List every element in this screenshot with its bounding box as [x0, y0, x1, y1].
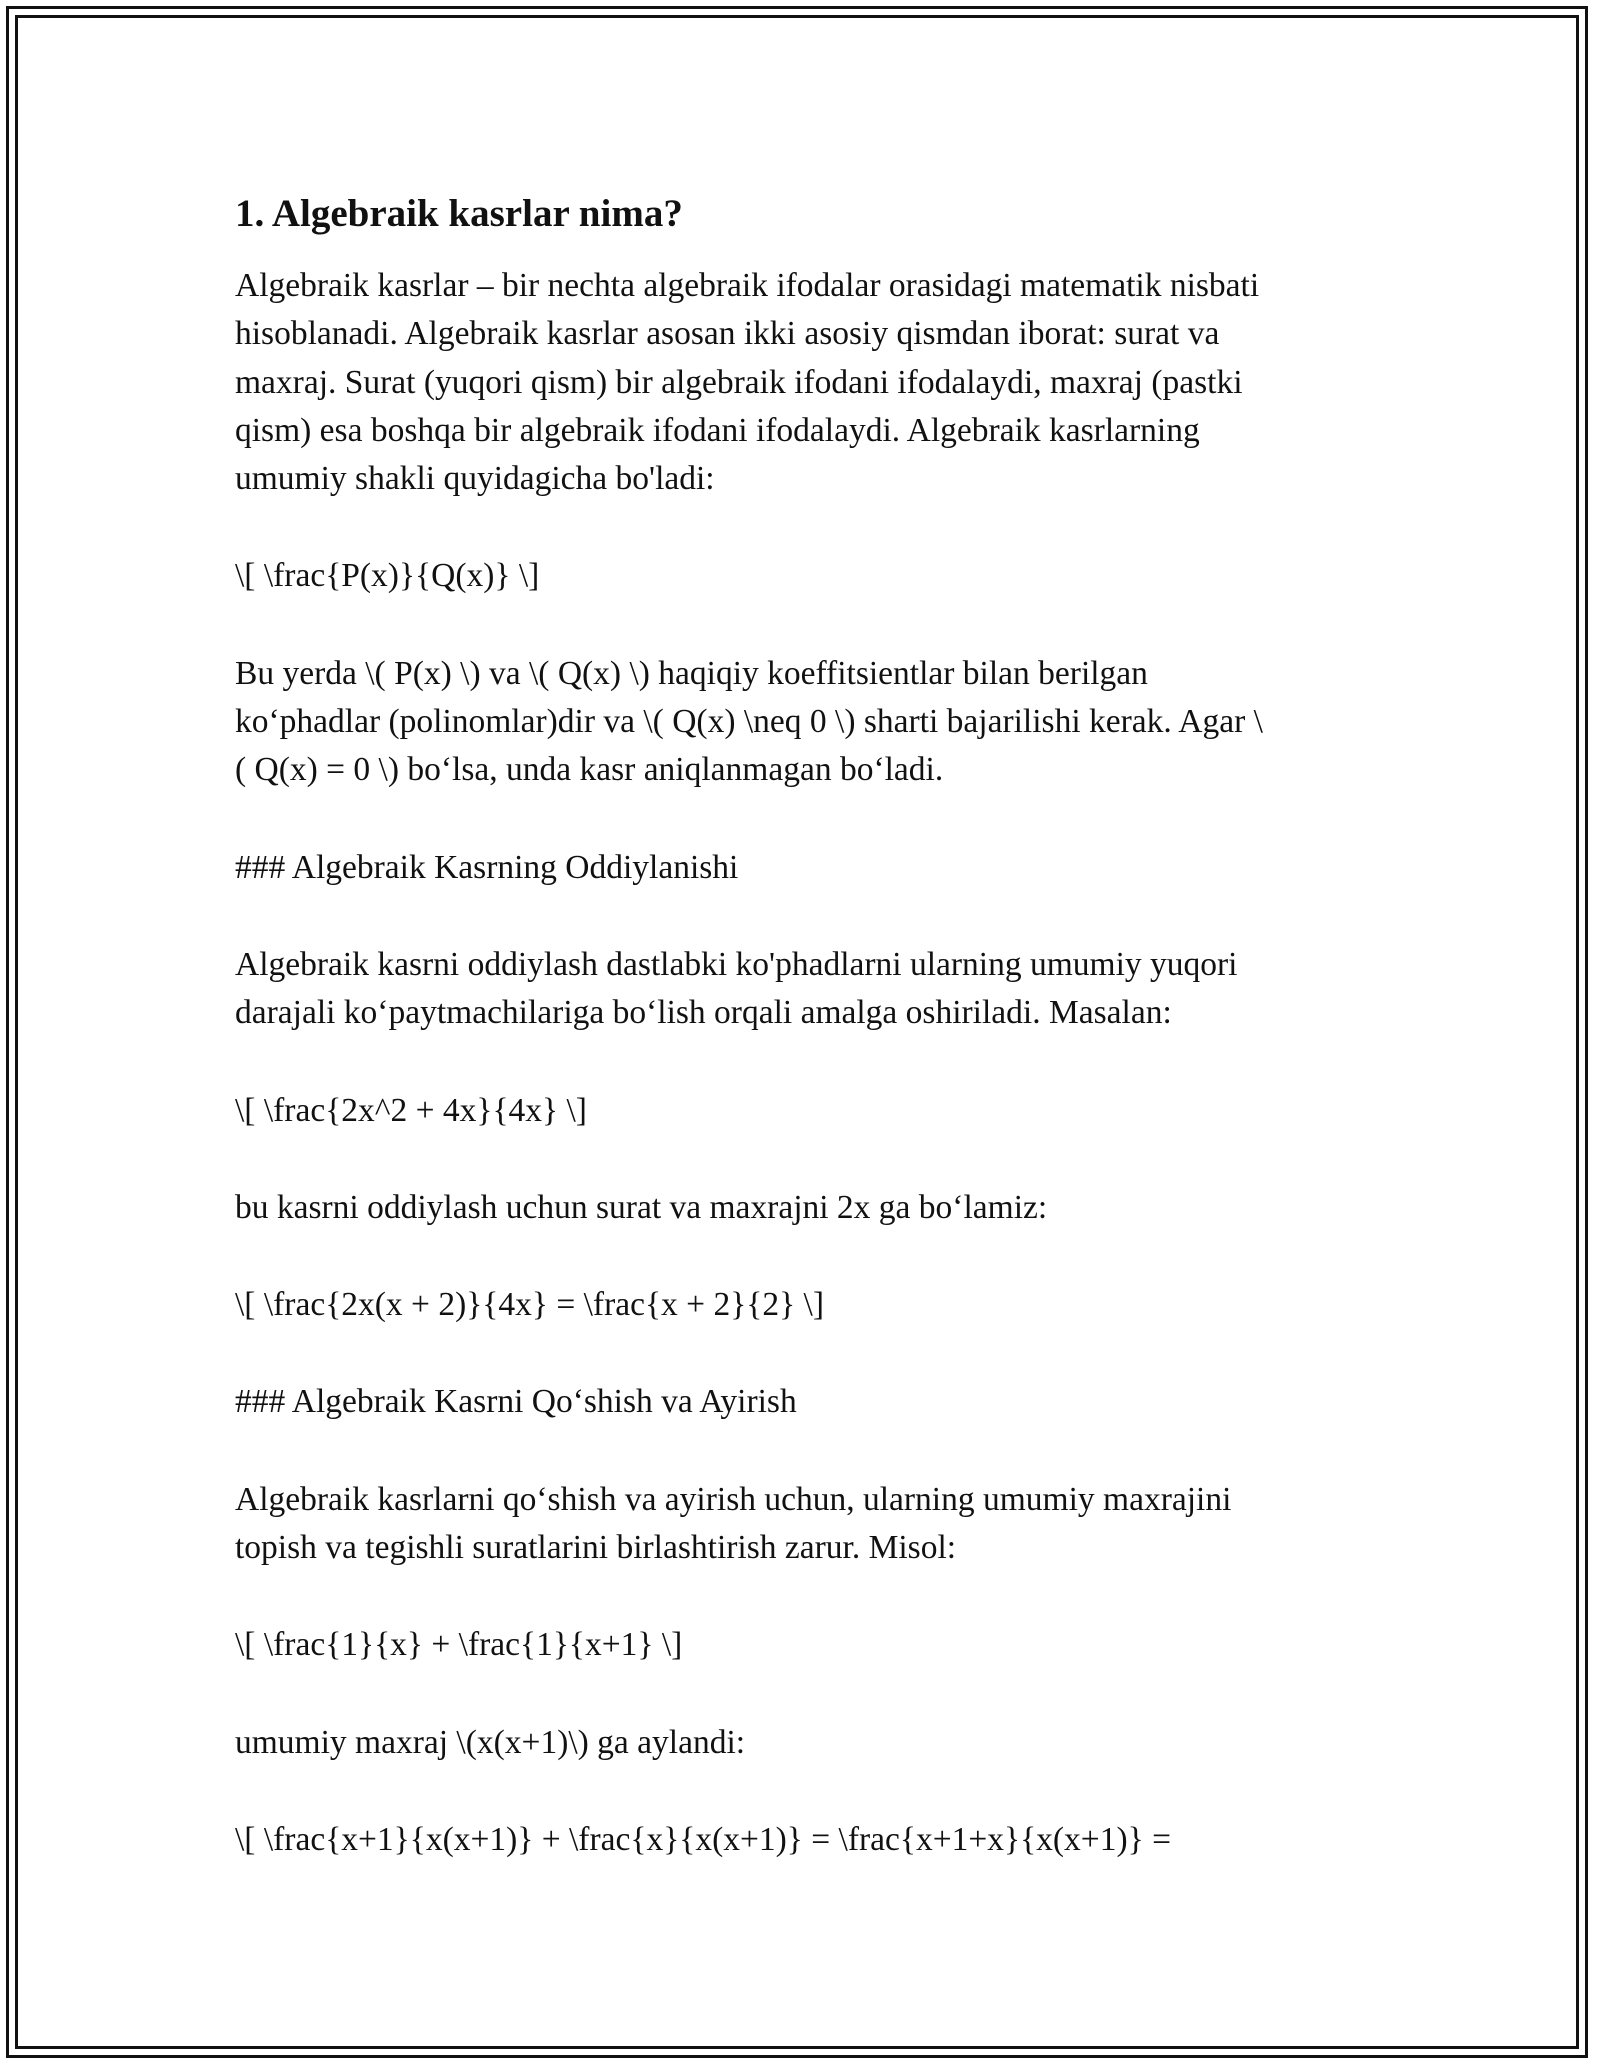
- paragraph-addition: Algebraik kasrlarni qo‘shish va ayirish uchun, ularning umumiy maxrajini topish va tegishli suratlarini birlashtirish zarur. Misol:: [235, 1480, 1232, 1567]
- formula-example-1: \[ \frac{2x^2 + 4x}{4x} \]: [235, 1091, 587, 1129]
- paragraph-explanation: Bu yerda \( P(x) \) va \( Q(x) \) haqiqiy koeffitsientlar bilan berilgan ko‘phadlar (polinomlar)dir va \( Q(x) \neq 0 \) sharti bajarilishi kerak. Agar \ ( Q(x) = 0 \) bo‘lsa, unda kasr aniqlanmagan bo‘ladi.: [235, 654, 1263, 789]
- document-body: [235, 186, 1385, 1913]
- paragraph-definition: Algebraik kasrlar – bir nechta algebraik ifodalar orasidagi matematik nisbati hisoblanadi. Algebraik kasrlar asosan ikki asosiy qismdan iborat: surat va maxraj. Surat (yuqori qism) bir algebraik ifodani ifodalaydi, maxraj (pastki qism) esa boshqa bir algebraik ifodani ifodalaydi. Algebraik kasrlarning umumiy shakli quyidagicha bo'ladi:: [235, 267, 1260, 498]
- formula-example-2-result: \[ \frac{x+1}{x(x+1)} + \frac{x}{x(x+1)} = \frac{x+1+x}{x(x+1)} =: [235, 1820, 1171, 1858]
- formula-example-1-result: \[ \frac{2x(x + 2)}{4x} = \frac{x + 2}{2} \]: [235, 1286, 825, 1324]
- paragraph-divide: bu kasrni oddiylash uchun surat va maxrajni 2x ga bo‘lamiz:: [235, 1188, 1048, 1226]
- formula-general: \[ \frac{P(x)}{Q(x)} \]: [235, 557, 540, 595]
- subheading-simplification: ### Algebraik Kasrning Oddiylanishi: [235, 848, 739, 886]
- formula-example-2: \[ \frac{1}{x} + \frac{1}{x+1} \]: [235, 1626, 683, 1664]
- paragraph-common-denominator: umumiy maxraj \(x(x+1)\) ga aylandi:: [235, 1723, 746, 1761]
- section-heading: 1. Algebraik kasrlar nima?: [235, 192, 683, 235]
- subheading-addition: ### Algebraik Kasrni Qo‘shish va Ayirish: [235, 1383, 797, 1421]
- paragraph-simplification: Algebraik kasrni oddiylash dastlabki ko'phadlarni ularning umumiy yuqori darajali ko‘paytmachilariga bo‘lish orqali amalga oshiriladi. Masalan:: [235, 945, 1238, 1032]
